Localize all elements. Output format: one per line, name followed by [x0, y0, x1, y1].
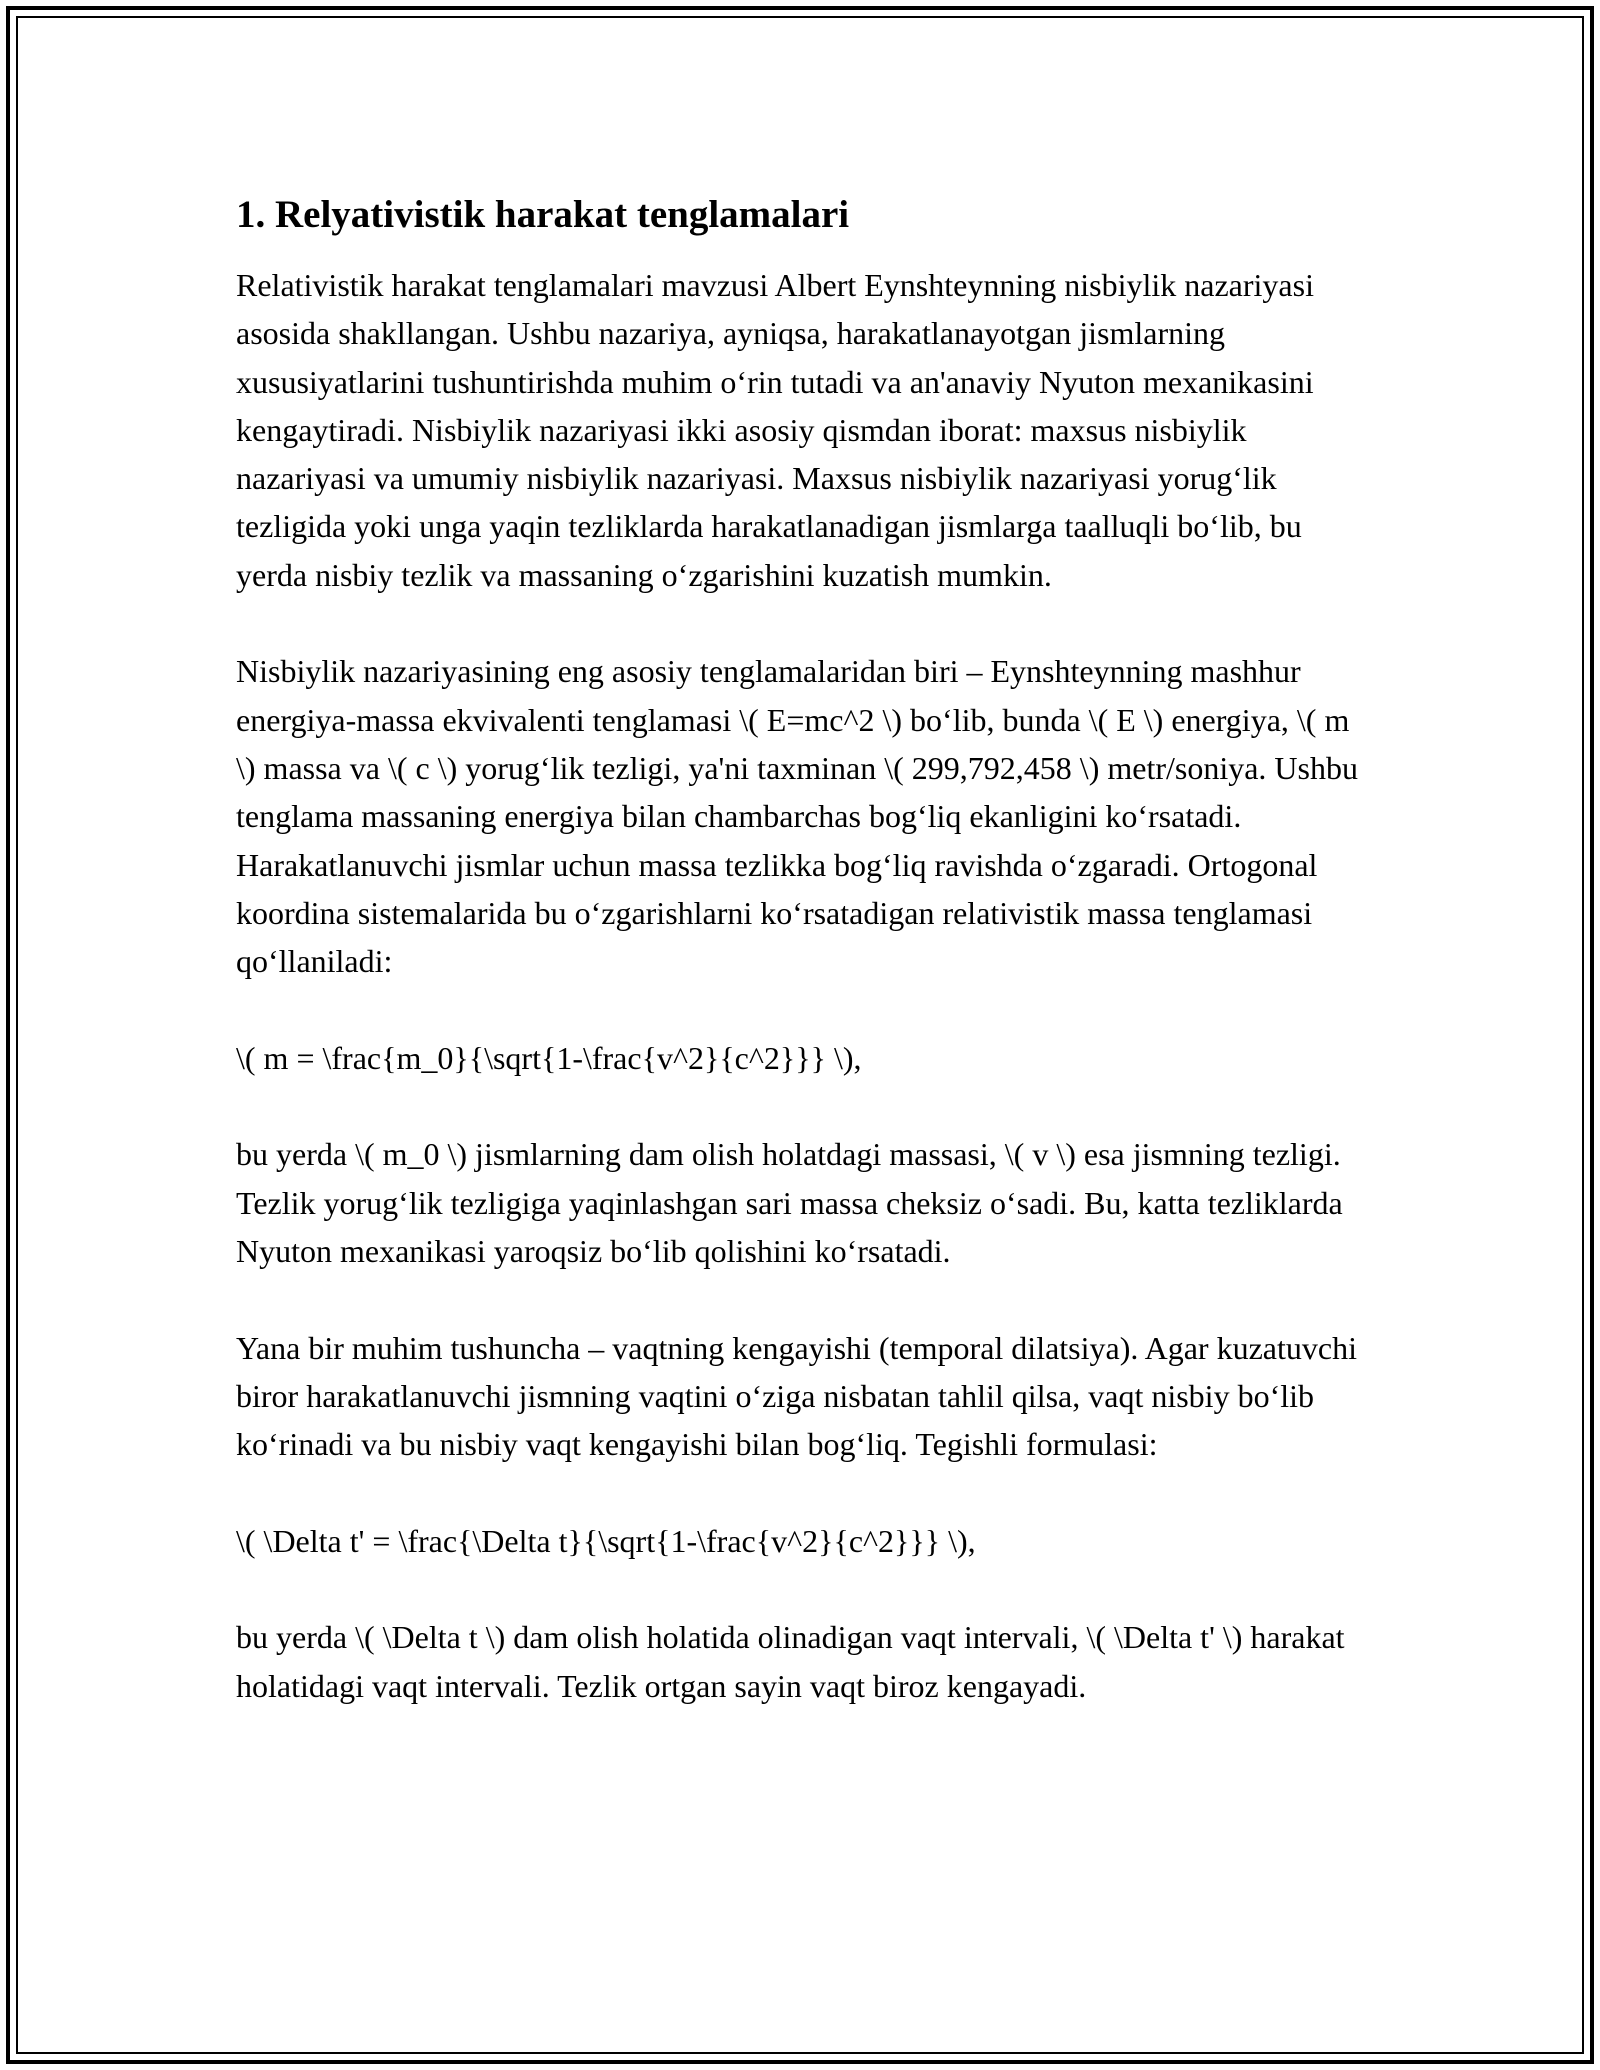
paragraph-energy-mass: Nisbiylik nazariyasining eng asosiy tenglamalaridan biri – Eynshteynning mashhur energiya-massa ekvivalenti tenglamasi \( E=mc^2 \) bo‘lib, bunda \( E \) energiya, \( m \) massa va \( c \) yorug‘lik tezligi, ya'ni taxminan \( 299,792,458 \) metr/soniya. Ushbu tenglama massaning energiya bilan chambarchas bog‘liq ekanligini ko‘rsatadi. Harakatlanuvchi jismlar uchun massa tezlikka bog‘liq ravishda o‘zgaradi. Ortogonal koordina sistemalarida bu o‘zgarishlarni ko‘rsatadigan relativistik massa tenglamasi qo‘llaniladi: — [236, 653, 1358, 980]
section-heading: 1. Relyativistik harakat tenglamalari — [236, 193, 850, 236]
paragraph-intro: Relativistik harakat tenglamalari mavzusi Albert Eynshteynning nisbiylik nazariyasi asosida shakllangan. Ushbu nazariya, ayniqsa, harakatlanayotgan jismlarning xususiyatlarini tushuntirishda muhim o‘rin tutadi va an'anaviy Nyuton mexanikasini kengaytiradi. Nisbiylik nazariyasi ikki asosiy qismdan iborat: maxsus nisbiylik nazariyasi va umumiy nisbiylik nazariyasi. Maxsus nisbiylik nazariyasi yorug‘lik tezligida yoki unga yaqin tezliklarda harakatlanadigan jismlarga taalluqli bo‘lib, bu yerda nisbiy tezlik va massaning o‘zgarishini kuzatish mumkin. — [236, 267, 1314, 593]
formula-relativistic-mass: \( m = \frac{m_0}{\sqrt{1-\frac{v^2}{c^2}}} \), — [236, 1039, 862, 1076]
paragraph-time-explanation: bu yerda \( \Delta t \) dam olish holatida olinadigan vaqt intervali, \( \Delta t' \) harakat holatidagi vaqt intervali. Tezlik ortgan sayin vaqt biroz kengayadi. — [236, 1619, 1345, 1704]
formula-time-dilation: \( \Delta t' = \frac{\Delta t}{\sqrt{1-\frac{v^2}{c^2}}} \), — [236, 1522, 976, 1559]
paragraph-time-dilation: Yana bir muhim tushuncha – vaqtning kengayishi (temporal dilatsiya). Agar kuzatuvchi biror harakatlanuvchi jismning vaqtini o‘ziga nisbatan tahlil qilsa, vaqt nisbiy bo‘lib ko‘rinadi va bu nisbiy vaqt kengayishi bilan bog‘liq. Tegishli formulasi: — [236, 1329, 1357, 1463]
paragraph-mass-explanation: bu yerda \( m_0 \) jismlarning dam olish holatdagi massasi, \( v \) esa jismning tezligi. Tezlik yorug‘lik tezligiga yaqinlashgan sari massa cheksiz o‘sadi. Bu, katta tezliklarda Nyuton mexanikasi yaroqsiz bo‘lib qolishini ko‘rsatadi. — [236, 1136, 1343, 1269]
document-body — [236, 186, 1366, 1758]
